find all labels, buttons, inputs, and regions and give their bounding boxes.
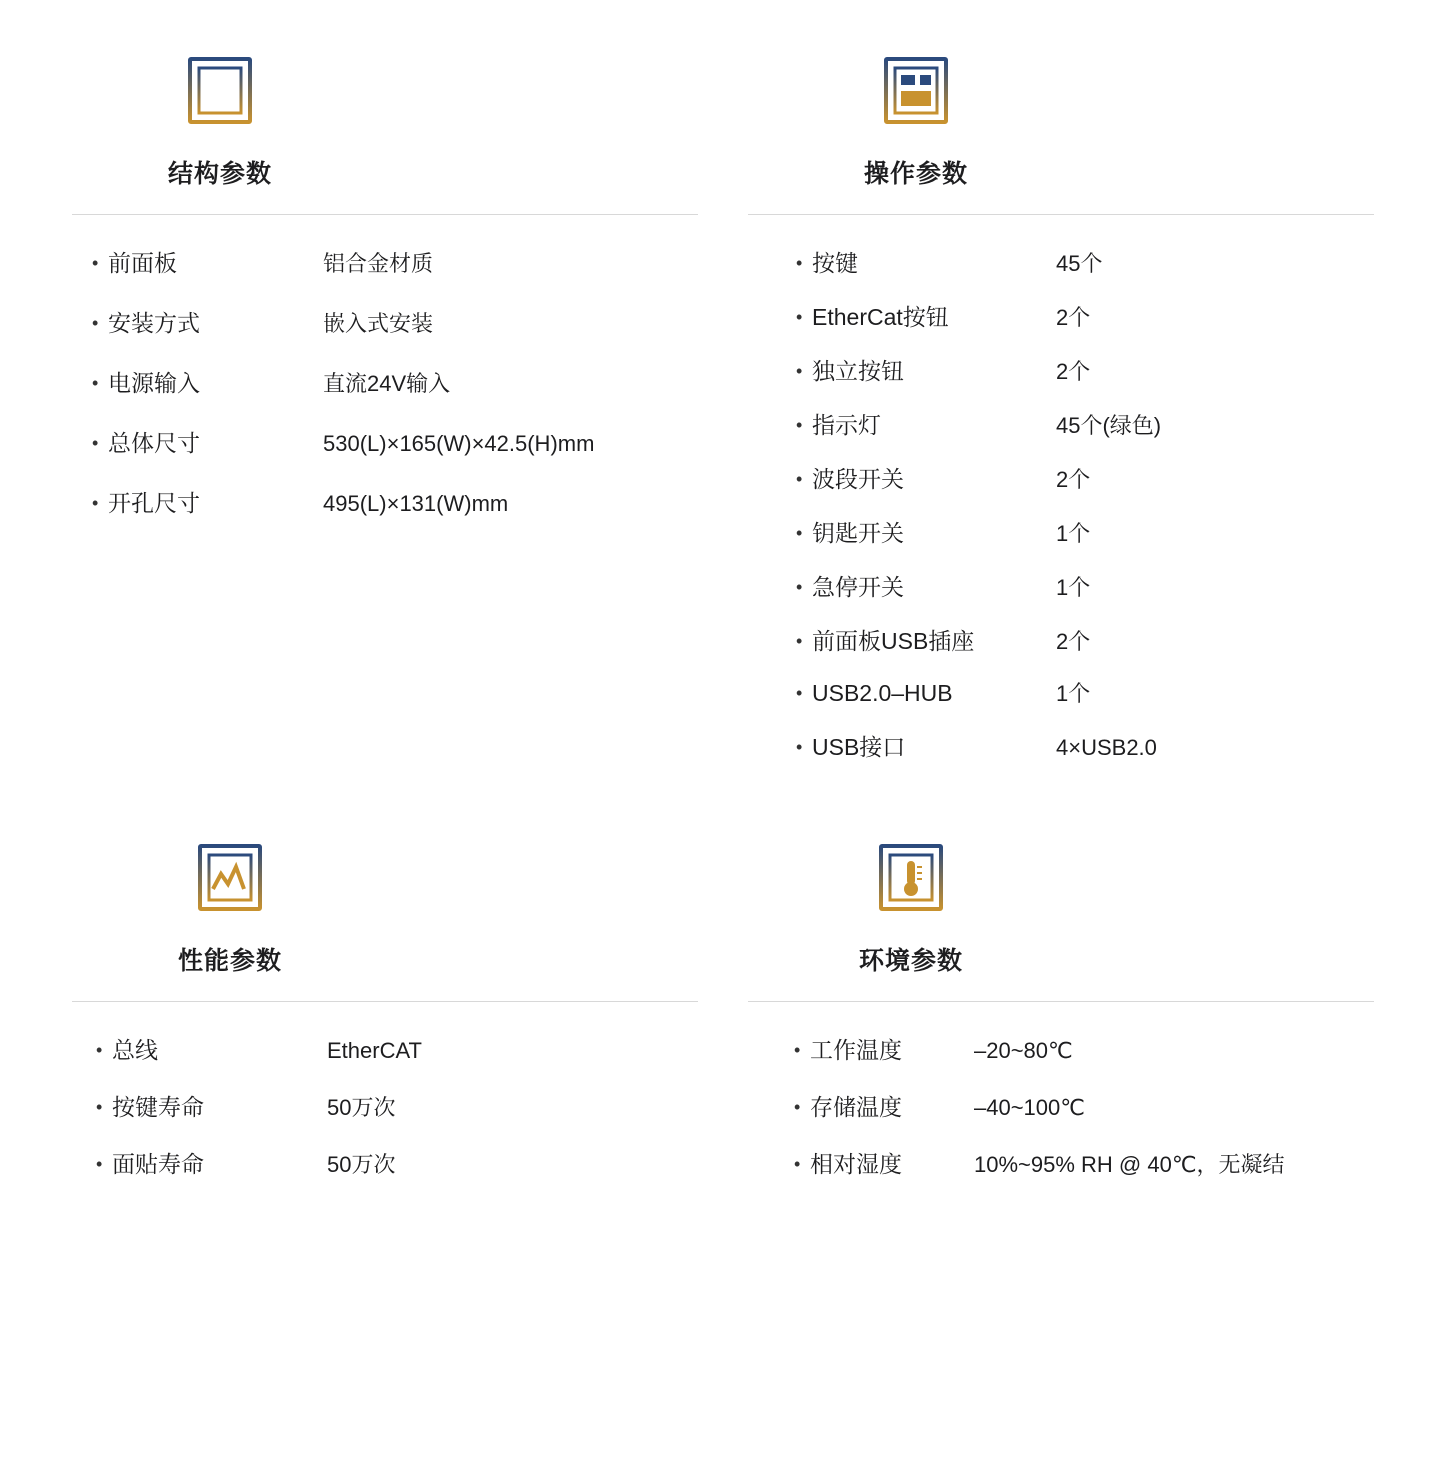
spec-value: 50万次 bbox=[327, 1095, 396, 1120]
spec-value: 1个 bbox=[1056, 521, 1091, 546]
spec-value: 45个 bbox=[1056, 251, 1103, 276]
panel-performance-divider bbox=[72, 1001, 698, 1002]
spec-value: 2个 bbox=[1056, 467, 1091, 492]
spec-row bbox=[92, 305, 698, 338]
spec-row bbox=[92, 245, 698, 278]
bullet-icon: • bbox=[796, 415, 803, 435]
spec-row bbox=[96, 1089, 698, 1122]
panel-structure-title: 结构参数 bbox=[167, 160, 272, 188]
panel-environment bbox=[748, 783, 1374, 1203]
spec-label: 开孔尺寸 bbox=[108, 490, 200, 516]
bullet-icon: • bbox=[796, 307, 803, 327]
spec-label: 电源输入 bbox=[108, 370, 200, 396]
spec-value: 4×USB2.0 bbox=[1056, 735, 1157, 760]
spec-row bbox=[794, 1032, 1374, 1065]
spec-label: 面贴寿命 bbox=[112, 1151, 204, 1177]
bullet-icon: • bbox=[796, 577, 803, 597]
spec-value: 495(L)×131(W)mm bbox=[323, 491, 509, 516]
spec-value: 直流24V输入 bbox=[323, 371, 451, 396]
spec-label: 指示灯 bbox=[812, 412, 881, 438]
spec-label: 前面板USB插座 bbox=[812, 628, 975, 654]
spec-row bbox=[92, 365, 698, 398]
panel-environment-rows bbox=[784, 1032, 1374, 1179]
panel-performance-title: 性能参数 bbox=[177, 947, 282, 975]
bullet-icon: • bbox=[796, 683, 803, 703]
bullet-icon: • bbox=[794, 1040, 801, 1060]
panel-operation bbox=[748, 54, 1374, 783]
spec-label: 安装方式 bbox=[108, 310, 200, 336]
bullet-icon: • bbox=[96, 1154, 103, 1174]
spec-value: 2个 bbox=[1056, 305, 1091, 330]
bullet-icon: • bbox=[796, 631, 803, 651]
panel-operation-title: 操作参数 bbox=[863, 160, 968, 188]
spec-row bbox=[796, 729, 1374, 762]
bullet-icon: • bbox=[96, 1040, 103, 1060]
panel-environment-divider bbox=[748, 1001, 1374, 1002]
spec-value: 嵌入式安装 bbox=[323, 311, 434, 336]
panel-structure-divider bbox=[72, 214, 698, 215]
spec-label: USB2.0–HUB bbox=[812, 680, 953, 706]
spec-row bbox=[796, 299, 1374, 332]
bullet-icon: • bbox=[796, 361, 803, 381]
spec-row bbox=[794, 1089, 1374, 1122]
panel-environment-header bbox=[748, 841, 1374, 977]
bullet-icon: • bbox=[92, 373, 99, 393]
bullet-icon: • bbox=[96, 1097, 103, 1117]
spec-label: 总体尺寸 bbox=[108, 430, 200, 456]
panel-structure-rows bbox=[82, 245, 698, 518]
thermometer-icon bbox=[868, 841, 954, 915]
bullet-icon: • bbox=[92, 433, 99, 453]
panel-structure bbox=[72, 54, 698, 783]
spec-row bbox=[796, 353, 1374, 386]
panel-performance-header bbox=[72, 841, 698, 977]
spec-label: 总线 bbox=[112, 1037, 158, 1063]
bullet-icon: • bbox=[796, 523, 803, 543]
spec-label: 按键寿命 bbox=[112, 1094, 204, 1120]
bullet-icon: • bbox=[92, 253, 99, 273]
spec-label: 按键 bbox=[812, 250, 858, 276]
panel-structure-header bbox=[72, 54, 698, 190]
panel-layout-icon bbox=[873, 54, 959, 128]
spec-label: 独立按钮 bbox=[812, 358, 904, 384]
spec-row bbox=[796, 515, 1374, 548]
bullet-icon: • bbox=[796, 253, 803, 273]
spec-row bbox=[796, 461, 1374, 494]
panel-performance bbox=[72, 783, 698, 1203]
spec-value: –40~100℃ bbox=[974, 1095, 1085, 1120]
spec-row bbox=[96, 1032, 698, 1065]
spec-label: 相对湿度 bbox=[810, 1151, 902, 1177]
document-lines-icon bbox=[177, 54, 263, 128]
bullet-icon: • bbox=[92, 493, 99, 513]
bullet-icon: • bbox=[92, 313, 99, 333]
chart-mountain-icon bbox=[187, 841, 273, 915]
panel-performance-rows bbox=[86, 1032, 698, 1179]
spec-value: 45个(绿色) bbox=[1056, 413, 1162, 438]
spec-value: 2个 bbox=[1056, 629, 1091, 654]
spec-label: 工作温度 bbox=[810, 1037, 902, 1063]
spec-value: 铝合金材质 bbox=[323, 251, 434, 276]
spec-label: 存储温度 bbox=[810, 1094, 902, 1120]
spec-label: EtherCat按钮 bbox=[812, 304, 949, 330]
panel-environment-title: 环境参数 bbox=[858, 947, 963, 975]
spec-row bbox=[796, 245, 1374, 278]
spec-value: 1个 bbox=[1056, 681, 1091, 706]
spec-value: EtherCAT bbox=[327, 1038, 422, 1063]
spec-row bbox=[92, 425, 698, 458]
bullet-icon: • bbox=[794, 1097, 801, 1117]
spec-label: USB接口 bbox=[812, 734, 906, 760]
spec-value: –20~80℃ bbox=[974, 1038, 1073, 1063]
bullet-icon: • bbox=[796, 737, 803, 757]
bullet-icon: • bbox=[796, 469, 803, 489]
bullet-icon: • bbox=[794, 1154, 801, 1174]
spec-value: 10%~95% RH @ 40℃，无凝结 bbox=[974, 1152, 1285, 1177]
spec-value: 1个 bbox=[1056, 575, 1091, 600]
spec-value: 50万次 bbox=[327, 1152, 396, 1177]
spec-row bbox=[796, 623, 1374, 656]
spec-label: 波段开关 bbox=[812, 466, 904, 492]
spec-label: 急停开关 bbox=[812, 574, 904, 600]
spec-row bbox=[796, 569, 1374, 602]
spec-value: 2个 bbox=[1056, 359, 1091, 384]
spec-row bbox=[96, 1146, 698, 1179]
panel-operation-header bbox=[748, 54, 1374, 190]
spec-row bbox=[796, 677, 1374, 708]
spec-label: 钥匙开关 bbox=[812, 520, 904, 546]
spec-label: 前面板 bbox=[108, 250, 177, 276]
panel-operation-divider bbox=[748, 214, 1374, 215]
spec-value: 530(L)×165(W)×42.5(H)mm bbox=[323, 431, 595, 456]
spec-row bbox=[794, 1146, 1374, 1179]
spec-row bbox=[796, 407, 1374, 440]
spec-row bbox=[92, 485, 698, 518]
panel-operation-rows bbox=[786, 245, 1374, 762]
